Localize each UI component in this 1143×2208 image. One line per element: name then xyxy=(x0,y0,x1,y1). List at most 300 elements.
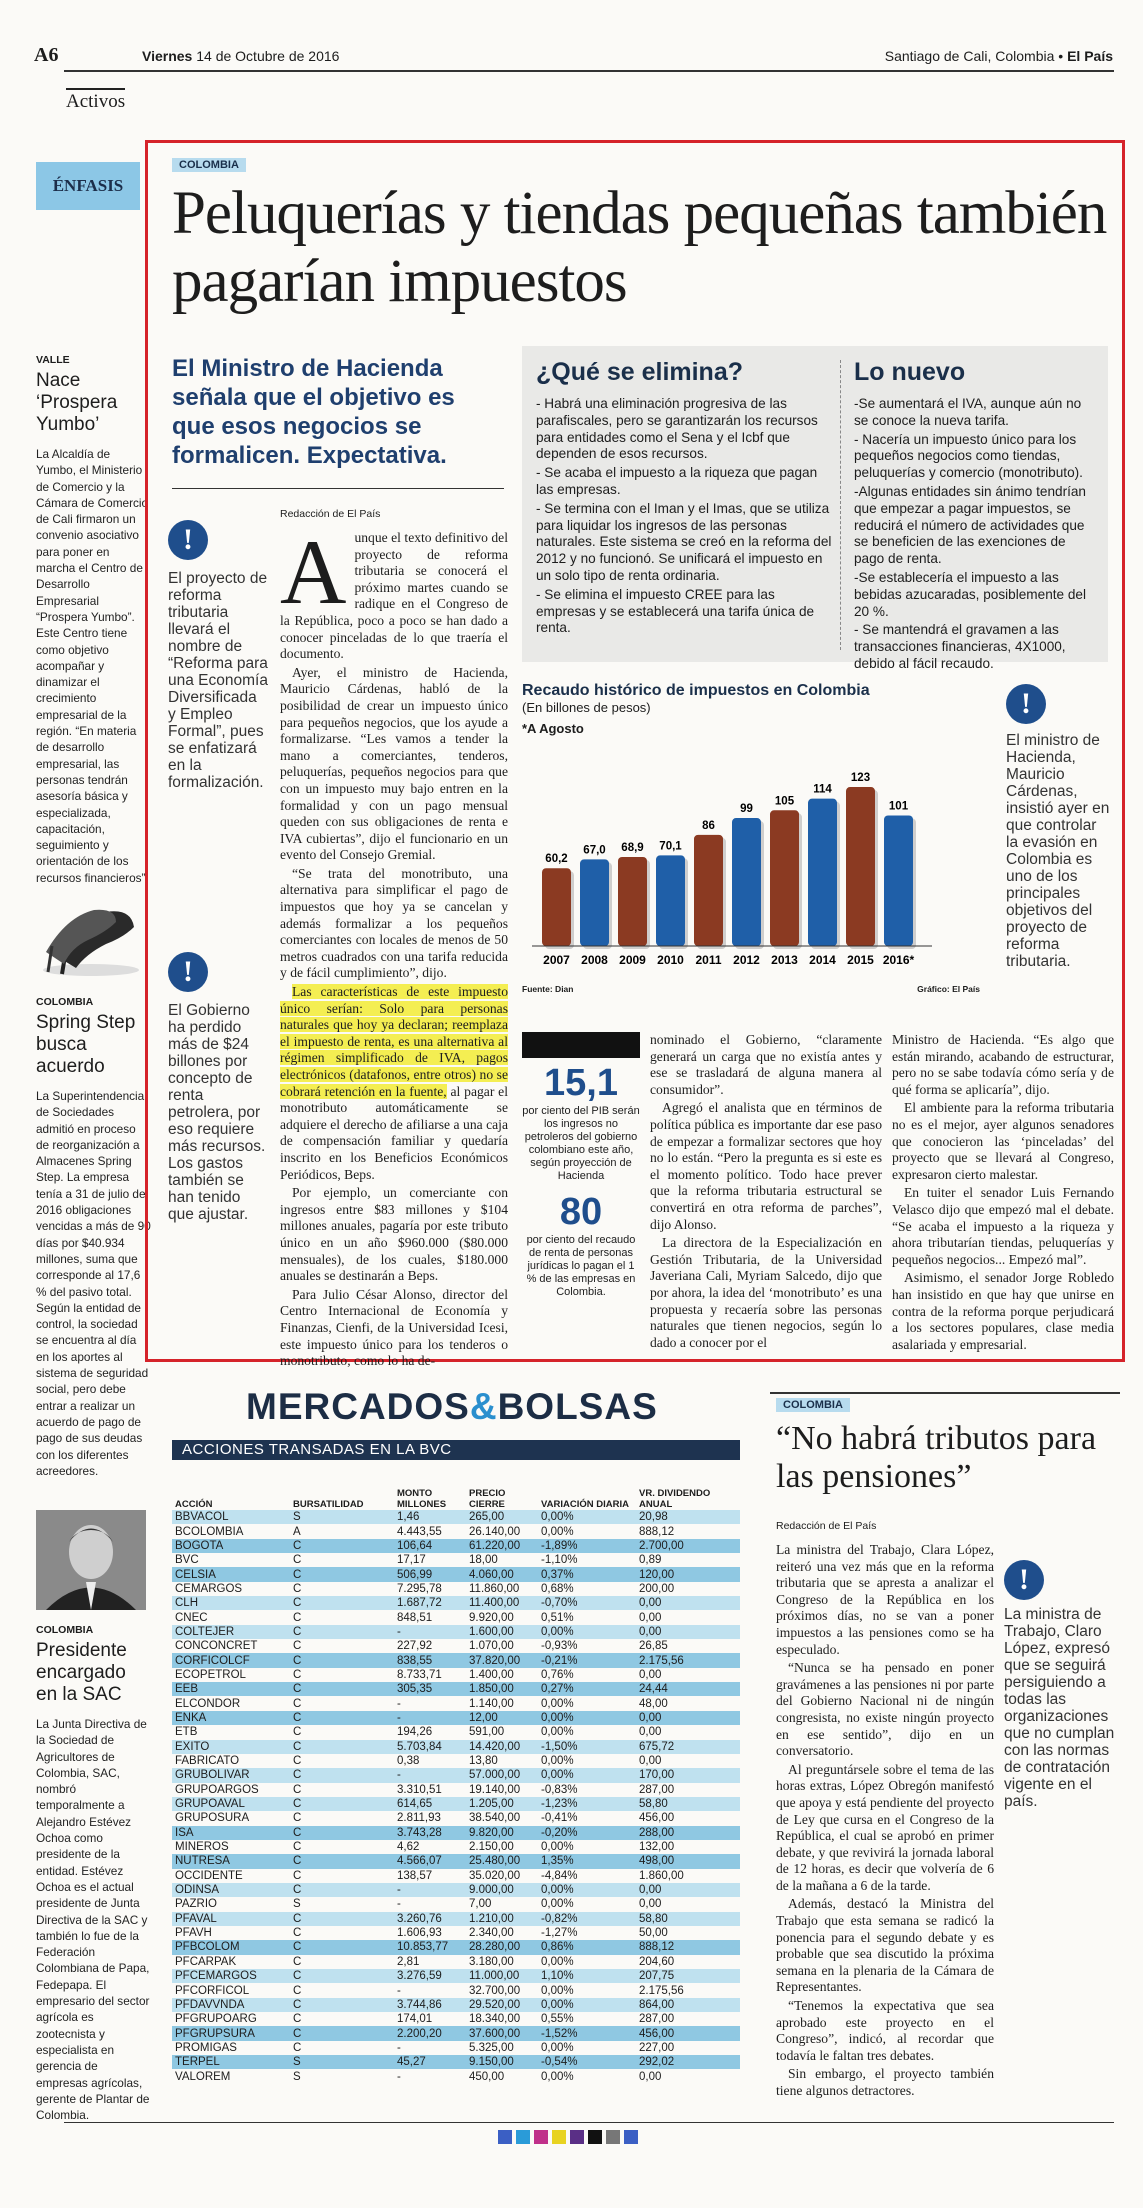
table-cell: C xyxy=(293,1697,302,1710)
table-row xyxy=(172,1940,740,1954)
table-cell: 227,00 xyxy=(639,2041,675,2054)
table-row xyxy=(172,1596,740,1610)
table-cell: 1.860,00 xyxy=(639,1869,684,1882)
color-swatch xyxy=(624,2130,638,2144)
table-cell: 26.140,00 xyxy=(469,1525,521,1538)
table-cell: 9.820,00 xyxy=(466,1826,538,1840)
table-cell: 9.000,00 xyxy=(466,1883,538,1897)
table-cell: 1.070,00 xyxy=(469,1640,514,1653)
table-cell: - xyxy=(397,2070,401,2083)
table-cell: 9.920,00 xyxy=(469,1611,514,1624)
stat-bar xyxy=(522,1032,640,1058)
sidebar-body: La Junta Directiva de la Sociedad de Agricultores de Colombia, SAC, nombró temporalmente a Alejandro Estévez Ochoa como presidente de la entidad. Estévez Ochoa es el actual presidente de Junta Directiva de la SAC y también lo fue de la Federación Colombiana de Papa, Fedepapa. El empresario del sector agrícola es zootecnista y especialista en gerencia de empresas agrícolas, gerente de Plantar de Colombia. xyxy=(36,1717,150,2123)
info-icon: ! xyxy=(168,952,208,992)
table-cell: 0,00 xyxy=(639,1755,662,1768)
bar xyxy=(884,815,913,946)
section-label: Activos xyxy=(66,88,125,113)
table-cell: C xyxy=(293,2013,302,2026)
paragraph: Asimismo, el senador Jorge Robledo han insistido en que hay que unirse en contra de la reforma porque perjudicará a los sectores populares, clase media asalariada y empresarial. xyxy=(892,1270,1114,1352)
paragraph: Para Julio César Alonso, director del Centro Internacional de Economía y Finanzas, Cienfi, de la Universidad Icesi, este impuesto único para los tenderos o monotributo, como lo ha de- xyxy=(280,1286,508,1369)
table-cell: 0,76% xyxy=(541,1668,574,1681)
table-cell: PFCORFICOL xyxy=(175,1984,250,1997)
box-item: -Algunas entidades sin ánimo tendrían que empezar a pagar impuestos, se reducirá el número de actividades que se beneficien de las exenciones de pago de renta. xyxy=(854,483,1086,567)
bar-group xyxy=(542,853,574,967)
header-rule xyxy=(64,70,1114,72)
table-cell: 2.811,93 xyxy=(397,1812,441,1825)
table-cell: 3.260,76 xyxy=(394,1912,466,1926)
table-cell: 0,00% xyxy=(538,1883,636,1897)
table-cell: 10.853,77 xyxy=(394,1940,466,1954)
table-cell: C xyxy=(293,1554,302,1567)
table-cell: C xyxy=(293,1812,302,1825)
paragraph: Al preguntársele sobre el tema de las horas extras, López Obregón manifestó que apoya y está pendiente del proyecto de Ley que cursa en el Congreso de la República, el cual se aprobó en primer debate, y que revivirá la jornada laboral de 12 horas, es decir que volvería de 6 de la mañana a 6 de la tarde. xyxy=(776,1761,994,1893)
table-cell: 0,86% xyxy=(538,1940,636,1954)
table-cell: 11.860,00 xyxy=(469,1582,520,1595)
col-header: PRECIO CIERRE xyxy=(469,1488,506,1510)
table-cell: 848,51 xyxy=(397,1611,433,1624)
color-swatches xyxy=(498,2130,638,2144)
chart-note: *A Agosto xyxy=(522,721,584,736)
table-cell: 0,00% xyxy=(538,1711,636,1725)
table-cell: 132,00 xyxy=(639,1841,675,1854)
box-item: - Se termina con el Iman y el Imas, que se utiliza para liquidar los ingresos de las personas naturales. Este sistema se creó en la reforma del 2012 y no funcionó. Se unificará el impuesto en un solo tipo de renta ordinaria. xyxy=(536,500,832,583)
table-cell: 2.700,00 xyxy=(636,1539,740,1553)
tick-label: 2007 xyxy=(543,953,570,967)
stat-1-value: 15,1 xyxy=(544,1062,618,1104)
table-cell: 17,17 xyxy=(397,1554,426,1567)
data-label: 105 xyxy=(774,795,795,808)
table-cell: -1,23% xyxy=(538,1797,636,1811)
data-label: 86 xyxy=(702,819,715,832)
table-cell: 888,12 xyxy=(639,1525,675,1538)
table-cell: 18.340,00 xyxy=(469,2013,521,2026)
text: al pagar el monotributo automáticamente se adquiere el derecho de afiliarse a una caja de compensación familiar y quedaría inscrito en los Beneficios Económicos Periódicos, Beps. xyxy=(280,1083,508,1182)
table-cell: PFAVAL xyxy=(172,1912,290,1926)
table-cell: 2.175,56 xyxy=(639,1984,684,1997)
table-cell: PFCARPAK xyxy=(175,1955,237,1968)
table-row xyxy=(172,1883,740,1897)
table-cell: CLH xyxy=(172,1596,290,1610)
box-right-list xyxy=(854,396,1098,675)
table-cell: C xyxy=(290,1940,394,1954)
table-cell: C xyxy=(290,1768,394,1782)
table-row xyxy=(172,1539,740,1553)
table-cell: 48,00 xyxy=(639,1697,668,1710)
table-cell: 2.175,56 xyxy=(636,1653,740,1667)
place-line: Santiago de Cali, Colombia • El País xyxy=(884,48,1113,64)
box-right-title: Lo nuevo xyxy=(854,358,966,386)
table-cell: 0,00% xyxy=(541,1755,574,1768)
table-cell: 200,00 xyxy=(639,1582,675,1595)
table-cell: 4.060,00 xyxy=(466,1567,538,1581)
table-cell: PFGRUPSURA xyxy=(172,2026,290,2040)
data-label: 70,1 xyxy=(659,840,682,853)
main-kicker: COLOMBIA xyxy=(172,158,246,172)
main-deck: El Ministro de Hacienda señala que el objetivo es que esos negocios se formalicen. Expectativa. xyxy=(172,355,455,469)
paragraph: nominado el Gobierno, “claramente generará un carga que no existía antes y ese se trasladará de alguna manera al consumidor”. xyxy=(650,1032,882,1097)
bar xyxy=(770,810,799,946)
markets-title-b: BOLSAS xyxy=(497,1386,658,1427)
table-cell: C xyxy=(290,1711,394,1725)
data-label: 114 xyxy=(813,783,832,796)
table-cell: C xyxy=(293,1841,302,1854)
paragraph xyxy=(280,984,508,1183)
table-row xyxy=(172,1998,740,2012)
quote-reforma: El proyecto de reforma tributaria llevará el nombre de “Reforma para una Economía Diversificada y Empleo Formal”, pues se enfatizará en la formalización. xyxy=(168,570,268,791)
tick-label: 2012 xyxy=(733,953,760,967)
tick-label: 2015 xyxy=(847,953,874,967)
table-cell: -1,50% xyxy=(538,1740,636,1754)
data-label: 68,9 xyxy=(621,841,644,854)
table-cell: 0,00% xyxy=(541,2070,574,2083)
table-cell: 24,44 xyxy=(636,1682,740,1696)
quote-gobierno: El Gobierno ha perdido más de $24 billones por concepto de renta petrolera, por eso requiere más recursos. Los gastos también se han tenido que ajustar. xyxy=(168,1002,266,1223)
table-cell: 0,00 xyxy=(639,1668,662,1681)
table-cell: 37.820,00 xyxy=(466,1653,538,1667)
tick-label: 2009 xyxy=(619,953,646,967)
table-cell: 0,00% xyxy=(541,1898,574,1911)
article-col-1 xyxy=(280,521,508,1372)
table-cell: 0,00 xyxy=(636,1596,740,1610)
table-cell: GRUPOARGOS xyxy=(175,1783,259,1796)
table-cell: 0,89 xyxy=(639,1554,662,1567)
table-cell: 0,37% xyxy=(538,1567,636,1581)
highlighted-text: Las características de este impuesto único serían: Solo para personas naturales que hoy ya declaran; reemplaza el impuesto de renta, es una alternativa al régimen simplificado de IVA, pagos electrónicos (datafonos, entre otros) no se cobrará retención en la fuente, xyxy=(280,984,508,1099)
paragraph: “Se trata del monotributo, una alternativa para simplificar el pago de impuestos que hoy ya se cancelan y además formalizar a los pequeños comerciantes con locales de menos de 50 metros cuadrados con una tarifa reducida y de fácil cumplimiento”, dijo. xyxy=(280,865,508,981)
table-cell: 11.400,00 xyxy=(466,1596,538,1610)
table-cell: C xyxy=(290,1539,394,1553)
table-cell: S xyxy=(293,1898,301,1911)
sidebar-tag: COLOMBIA xyxy=(36,1624,94,1636)
table-cell: 0,00% xyxy=(538,1768,636,1782)
table-cell: 614,65 xyxy=(394,1797,466,1811)
table-cell: A xyxy=(293,1525,301,1538)
sidebar-body: La Alcaldía de Yumbo, el Ministerio de Comercio y la Cámara de Comercio de Cali firmaron un convenio asociativo para poner en marcha el Centro de Desarrollo Empresarial “Prospera Yumbo”. Este Centro tiene como objetivo acompañar y dinamizar el crecimiento empresarial de la región. “En materia de desarrollo empresarial, las personas tendrán asesoría básica y especializada, capacitación, seguimiento y orientación de los recursos financieros”. xyxy=(36,447,149,885)
table-cell: 58,80 xyxy=(636,1912,740,1926)
footer-rule xyxy=(64,2122,1114,2123)
table-row xyxy=(172,1682,740,1696)
table-cell: 864,00 xyxy=(636,1998,740,2012)
stat-1-text: por ciento del PIB serán los ingresos no petroleros del gobierno colombiano este año, según proyección de Hacienda xyxy=(522,1105,640,1182)
sidebar-title: Nace ‘Prospera Yumbo’ xyxy=(36,370,118,435)
page-number: A6 xyxy=(34,44,59,66)
markets-body xyxy=(172,1510,740,2084)
main-byline: Redacción de El País xyxy=(280,508,381,520)
table-cell: PFGRUPOARG xyxy=(175,2013,257,2026)
table-row xyxy=(172,1869,740,1883)
paragraph: Ayer, el ministro de Hacienda, Mauricio Cárdenas, habló de la posibilidad de crear un impuesto único para pequeños negocios, que los ayude a formalizarse. “Les vamos a tender la mano a comerciantes, tenderos, peluquerías, pequeños negocios para que con un impuesto muy bajo entren en la formalidad y con un pago mensual queden con sus obligaciones de renta e IVA cubiertas”, dijo el funcionario en un evento del Consejo Gremial. xyxy=(280,664,508,863)
table-cell: 292,02 xyxy=(636,2055,740,2069)
table-cell: 170,00 xyxy=(636,1768,740,1782)
info-icon: ! xyxy=(1004,1560,1044,1600)
table-cell: ECOPETROL xyxy=(175,1668,246,1681)
bar-group xyxy=(618,842,650,967)
stat-2-text: por ciento del recaudo de renta de personas jurídicas lo pagan el 1 % de las empresas en Colombia. xyxy=(526,1234,636,1298)
table-cell: 28.280,00 xyxy=(466,1940,538,1954)
table-cell: C xyxy=(290,1854,394,1868)
table-cell: 32.700,00 xyxy=(469,1984,521,1997)
chart-title: Recaudo histórico de impuestos en Colombia xyxy=(522,682,870,699)
table-cell: 29.520,00 xyxy=(466,1998,538,2012)
table-cell: 0,00% xyxy=(538,1625,636,1639)
box-divider xyxy=(840,360,841,650)
table-cell: - xyxy=(397,1898,401,1911)
table-cell: 3.180,00 xyxy=(469,1955,514,1968)
sidebar-title: Spring Step busca acuerdo xyxy=(36,1012,136,1077)
table-row xyxy=(172,1811,740,1825)
bar xyxy=(808,799,837,946)
sidebar-title: Presidente encargado en la SAC xyxy=(36,1640,127,1705)
sidebar-sac xyxy=(36,1624,152,2123)
table-cell: 138,57 xyxy=(397,1869,433,1882)
chart-subtitle: (En billones de pesos) xyxy=(522,700,651,715)
table-row xyxy=(172,1668,740,1682)
table-row xyxy=(172,1696,740,1710)
table-cell: 675,72 xyxy=(636,1740,740,1754)
table-cell: 0,00% xyxy=(541,1841,574,1854)
table-cell: 0,00 xyxy=(636,1883,740,1897)
paragraph: Por ejemplo, un comerciante con ingresos entre $83 millones y $104 millones anuales, pagaría por este tributo único en un año $960.000 ($80.000 mensuales), de los cuales, $180.000 anuales se destinarán a Beps. xyxy=(280,1185,508,1284)
table-cell: 3.276,59 xyxy=(394,1969,466,1983)
markets-title xyxy=(246,1386,658,1428)
bar xyxy=(580,859,609,946)
stat-2-value: 80 xyxy=(559,1191,603,1233)
paragraph: “Tenemos la expectativa que sea aprobado este proyecto en el Congreso”, indicó, al recordar que todavía le faltan tres debates. xyxy=(776,1998,994,2063)
table-cell: ENKA xyxy=(172,1711,290,1725)
paragraph: Además, destacó la Ministra del Trabajo que esta semana se radicó la ponencia para el segundo debate y es probable que sea discutido la próxima semana en la plenaria de la Cámara de Representantes. xyxy=(776,1896,994,1995)
table-cell: 1,46 xyxy=(394,1510,466,1524)
box-item: - Se acaba el impuesto a la riqueza que pagan las empresas. xyxy=(536,465,818,497)
table-cell: CONCONCRET xyxy=(175,1640,258,1653)
tick-label: 2011 xyxy=(695,953,722,967)
table-row xyxy=(172,1754,740,1768)
table-cell: - xyxy=(394,1768,466,1782)
table-cell: 50,00 xyxy=(639,1927,668,1940)
col-header: VR. DIVIDENDO ANUAL xyxy=(639,1488,711,1510)
table-row xyxy=(172,1840,740,1854)
table-cell: EXITO xyxy=(172,1740,290,1754)
table-cell: 4.566,07 xyxy=(394,1854,466,1868)
table-cell: 288,00 xyxy=(636,1826,740,1840)
table-row xyxy=(172,1740,740,1754)
table-row xyxy=(172,1610,740,1624)
table-cell: 287,00 xyxy=(639,1783,675,1796)
table-row xyxy=(172,1582,740,1596)
table-cell: 0,00% xyxy=(538,1998,636,2012)
table-cell: 3.744,86 xyxy=(394,1998,466,2012)
bar-chart xyxy=(522,748,982,978)
deck-rule xyxy=(172,488,504,489)
table-cell: 19.140,00 xyxy=(469,1783,521,1796)
color-swatch xyxy=(606,2130,620,2144)
table-cell: GRUPOSURA xyxy=(175,1812,250,1825)
table-row xyxy=(172,1524,740,1538)
table-row xyxy=(172,1897,740,1911)
table-cell: 61.220,00 xyxy=(466,1539,538,1553)
table-cell: C xyxy=(293,1640,302,1653)
table-cell: PFDAVVNDA xyxy=(172,1998,290,2012)
table-cell: BCOLOMBIA xyxy=(175,1525,244,1538)
table-cell: 0,38 xyxy=(397,1755,420,1768)
bar-group xyxy=(656,840,688,967)
table-cell: EEB xyxy=(172,1682,290,1696)
table-cell: 2.150,00 xyxy=(469,1841,514,1854)
table-row xyxy=(172,1725,740,1739)
table-cell: S xyxy=(290,2055,394,2069)
table-cell: -0,41% xyxy=(541,1812,578,1825)
tick-label: 2016* xyxy=(882,953,915,967)
table-cell: 0,00% xyxy=(541,2041,574,2054)
box-item: - Se mantendrá el gravamen a las transacciones financieras, 4X1000, debido al fácil recaudo. xyxy=(854,622,1066,671)
box-item: - Nacería un impuesto único para los pequeños negocios como tiendas, peluquerías y comercio (monotributo). xyxy=(854,431,1083,481)
color-swatch xyxy=(534,2130,548,2144)
table-cell: C xyxy=(293,1582,302,1595)
paragraph: Sin embargo, el proyecto también tiene algunos detractores. xyxy=(776,2066,994,2098)
bar-group xyxy=(846,772,878,967)
article-col-2 xyxy=(650,1032,882,1353)
table-cell: 0,00% xyxy=(541,1984,574,1997)
table-cell: 5.325,00 xyxy=(469,2041,514,2054)
table-cell: 1.687,72 xyxy=(394,1596,466,1610)
data-label: 123 xyxy=(850,772,871,785)
paragraph: En tuiter el senador Luis Fernando Velasco dijo que empezó mal el debate. “Se acaba el impuesto a la riqueza y ahora tributarían tiendas, peluquerías y pequeños negocios... Empezó mal”. xyxy=(892,1185,1114,1267)
table-row xyxy=(172,1639,740,1653)
table-cell: ISA xyxy=(172,1826,290,1840)
table-cell: BOGOTA xyxy=(172,1539,290,1553)
table-cell: PFCEMARGOS xyxy=(172,1969,290,1983)
info-box xyxy=(522,346,1108,671)
paragraph: “Nunca se ha pensado en poner gravámenes a las pensiones ni por parte del Gobierno Nacional ni de ningún congresista, no existe ningún proyecto en ese sentido”, dijo en un conversatorio. xyxy=(776,1660,994,1759)
table-cell: 4,62 xyxy=(397,1841,420,1854)
sidebar-tag: VALLE xyxy=(36,354,70,366)
bar-group xyxy=(732,803,764,967)
box-item: -Se establecería el impuesto a las bebidas azucaradas, posiblemente del 20 %. xyxy=(854,569,1087,619)
stat-box xyxy=(522,1032,640,1336)
table-row xyxy=(172,1955,740,1969)
table-cell: 498,00 xyxy=(636,1854,740,1868)
color-swatch xyxy=(570,2130,584,2144)
data-label: 60,2 xyxy=(545,853,568,866)
table-cell: 0,51% xyxy=(541,1611,574,1624)
bar-group xyxy=(694,820,726,967)
table-cell: -0,70% xyxy=(538,1596,636,1610)
table-cell: CEMARGOS xyxy=(175,1582,243,1595)
table-cell: 45,27 xyxy=(394,2055,466,2069)
markets-subtitle: ACCIONES TRANSADAS EN LA BVC xyxy=(172,1440,740,1460)
markets-header-row xyxy=(172,1468,740,1510)
table-cell: TERPEL xyxy=(172,2055,290,2069)
table-cell: - xyxy=(397,1697,401,1710)
table-cell: 5.703,84 xyxy=(394,1740,466,1754)
table-cell: 194,26 xyxy=(397,1726,433,1739)
chart-credit: Gráfico: El País xyxy=(917,984,980,994)
table-cell: C xyxy=(293,1755,302,1768)
pensions-kicker: COLOMBIA xyxy=(776,1398,850,1412)
table-cell: 0,00% xyxy=(538,1510,636,1524)
bar xyxy=(732,818,761,946)
box-item: - Habrá una eliminación progresiva de las parafiscales, pero se garantizarán los recursos para entidades como el Sena y el Icbf que dependen de esos recursos. xyxy=(536,396,818,462)
table-row xyxy=(172,1983,740,1997)
table-cell: PFAVH xyxy=(175,1927,212,1940)
tick-label: 2013 xyxy=(771,953,798,967)
table-cell: C xyxy=(290,1797,394,1811)
table-cell: 2.200,20 xyxy=(394,2026,466,2040)
table-row xyxy=(172,2069,740,2083)
paragraph: La ministra del Trabajo, Clara López, reiteró una vez más que en la reforma tributaria que se apresta a analizar el Congreso de la República en los próximos días, no se van a poner impuestos a las pensiones como se ha especulado. xyxy=(776,1542,994,1657)
table-cell: C xyxy=(290,1625,394,1639)
table-row xyxy=(172,1797,740,1811)
table-cell: CORFICOLCF xyxy=(172,1653,290,1667)
table-cell: C xyxy=(290,2026,394,2040)
tick-label: 2008 xyxy=(581,953,608,967)
paragraph: Agregó el analista que en términos de política pública es importante dar ese paso de empezar a formalizar sectores que hoy no lo están. “Pero la pregunta es si este es el momento político. Todo hace prever que la reforma tributaria estructural se convertirá en otra reforma de parches”, dijo Alonso. xyxy=(650,1100,882,1232)
table-cell: 888,12 xyxy=(636,1940,740,1954)
table-cell: GRUBOLIVAR xyxy=(172,1768,290,1782)
table-cell: - xyxy=(394,1625,466,1639)
table-cell: 287,00 xyxy=(639,2013,675,2026)
markets-table xyxy=(172,1468,740,2084)
box-left-title: ¿Qué se elimina? xyxy=(536,358,744,386)
table-cell: - xyxy=(397,1984,401,1997)
table-cell: - xyxy=(394,1883,466,1897)
table-row xyxy=(172,1969,740,1983)
table-cell: C xyxy=(290,1740,394,1754)
table-cell: C xyxy=(290,1653,394,1667)
table-cell: 11.000,00 xyxy=(466,1969,538,1983)
chart-panel xyxy=(522,682,990,1000)
table-row xyxy=(172,1567,740,1581)
quote-ministro: El ministro de Hacienda, Mauricio Cárdenas, insistió ayer en que controlar la evasión en Colombia es uno de los principales objetivos del proyecto de reforma tributaria. xyxy=(1006,732,1110,970)
drop-cap: A xyxy=(280,521,347,623)
table-cell: 3.310,51 xyxy=(397,1783,442,1796)
table-cell: 227,92 xyxy=(397,1640,433,1653)
table-cell: 0,00 xyxy=(639,2070,662,2083)
table-cell: 1,10% xyxy=(538,1969,636,1983)
table-cell: C xyxy=(290,1912,394,1926)
table-cell: -0,83% xyxy=(541,1783,578,1796)
color-swatch xyxy=(498,2130,512,2144)
shoes-photo xyxy=(36,882,146,982)
table-cell: C xyxy=(290,1883,394,1897)
weekday: Viernes xyxy=(142,48,193,64)
table-cell: 0,27% xyxy=(538,1682,636,1696)
bar xyxy=(846,787,875,946)
table-row xyxy=(172,1768,740,1782)
table-row xyxy=(172,2041,740,2055)
table-cell: 450,00 xyxy=(469,2070,505,2083)
paragraph: unque el texto definitivo del proyecto de reforma tributaria se conocerá el próximo martes cuando se radique en el Congreso de la República, poco a poco se han dado a conocer pinceladas de lo que traería el documento. xyxy=(280,530,508,662)
table-cell: 106,64 xyxy=(394,1539,466,1553)
table-cell: 35.020,00 xyxy=(469,1869,521,1882)
newspaper-name: El País xyxy=(1067,48,1113,64)
table-cell: -1,89% xyxy=(538,1539,636,1553)
table-cell: -0,82% xyxy=(538,1912,636,1926)
col-header: BURSATILIDAD xyxy=(293,1499,364,1510)
bar xyxy=(618,857,647,946)
table-cell: PFBCOLOM xyxy=(172,1940,290,1954)
bar-group xyxy=(770,795,802,967)
color-swatch xyxy=(552,2130,566,2144)
table-cell: C xyxy=(293,1984,302,1997)
table-cell: S xyxy=(293,2070,301,2083)
data-label: 67,0 xyxy=(583,844,606,857)
table-cell: - xyxy=(397,2041,401,2054)
table-row xyxy=(172,1510,740,1524)
table-cell: 14.420,00 xyxy=(466,1740,538,1754)
bar xyxy=(694,835,723,946)
table-cell: 838,55 xyxy=(394,1653,466,1667)
table-row xyxy=(172,1783,740,1797)
